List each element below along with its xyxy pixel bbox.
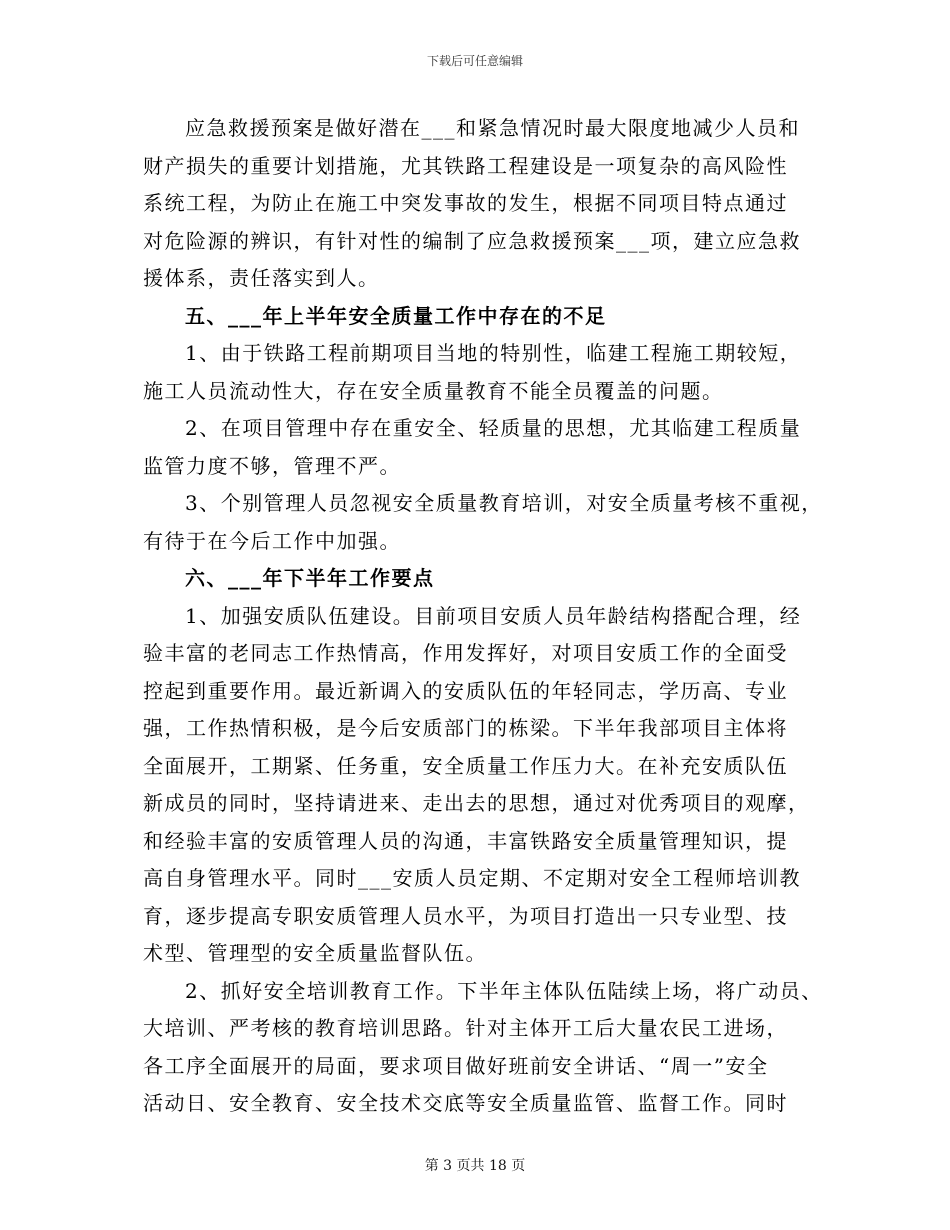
document-body (143, 110, 843, 1123)
text-line: 全面展开，工期紧、任务重，安全质量工作压力大。在补充安质队伍 (143, 753, 788, 778)
text-line: 1、由于铁路工程前期项目当地的特别性，临建工程施工期较短， (185, 341, 802, 365)
text-line: 各工序全面展开的局面，要求项目做好班前安全讲话、“周一”安全 (143, 1053, 769, 1078)
text-line: 有待于在今后工作中加强。 (143, 528, 401, 553)
text-line: 援体系，责任落实到人。 (143, 266, 380, 290)
page-header: 下载后可任意编辑 (426, 54, 523, 68)
text-line: 活动日、安全教育、安全技术交底等安全质量监管、监督工作。同时 (143, 1091, 788, 1115)
text-line: 1、加强安质队伍建设。目前项目安质人员年龄结构搭配合理，经 (185, 603, 802, 628)
text-line: 育，逐步提高专职安质管理人员水平，为项目打造出一只专业型、技 (143, 903, 788, 928)
text-line: 控起到重要作用。最近新调入的安质队伍的年轻同志，学历高、专业 (143, 678, 788, 703)
text-line: 和经验丰富的安质管理人员的沟通，丰富铁路安全质量管理知识，提 (143, 828, 788, 853)
text-line: 术型、管理型的安全质量监督队伍。 (143, 941, 487, 965)
text-line: 验丰富的老同志工作热情高，作用发挥好，对项目安质工作的全面受 (143, 641, 788, 665)
text-line: 高自身管理水平。同时___安质人员定期、不定期对安全工程师培训教 (143, 866, 801, 890)
page-footer: 第 3 页共 18 页 (424, 1158, 526, 1174)
text-line: 财产损失的重要计划措施，尤其铁路工程建设是一项复杂的高风险性 (143, 153, 788, 178)
text-line: 3、个别管理人员忽视安全质量教育培训，对安全质量考核不重视， (185, 491, 823, 515)
text-line: 应急救援预案是做好潜在___和紧急情况时最大限度地减少人员和 (185, 116, 800, 140)
text-line: 系统工程，为防止在施工中突发事故的发生，根据不同项目特点通过 (143, 191, 788, 215)
text-line: 大培训、严考核的教育培训思路。针对主体开工后大量农民工进场， (143, 1016, 788, 1040)
text-line: 2、抓好安全培训教育工作。下半年主体队伍陆续上场，将广动员、 (185, 978, 823, 1003)
text-line: 施工人员流动性大，存在安全质量教育不能全员覆盖的问题。 (143, 378, 724, 403)
text-line: 强，工作热情积极，是今后安质部门的栋梁。下半年我部项目主体将 (143, 716, 788, 740)
text-line: 2、在项目管理中存在重安全、轻质量的思想，尤其临建工程质量 (185, 416, 802, 440)
text-line: 监管力度不够，管理不严。 (143, 453, 401, 478)
text-line: 新成员的同时，坚持请进来、走出去的思想，通过对优秀项目的观摩， (143, 791, 810, 815)
section-heading: 六、___年下半年工作要点 (185, 566, 435, 590)
text-line: 对危险源的辨识，有针对性的编制了应急救援预案___项，建立应急救 (143, 228, 801, 253)
section-heading: 五、___年上半年安全质量工作中存在的不足 (185, 303, 607, 328)
